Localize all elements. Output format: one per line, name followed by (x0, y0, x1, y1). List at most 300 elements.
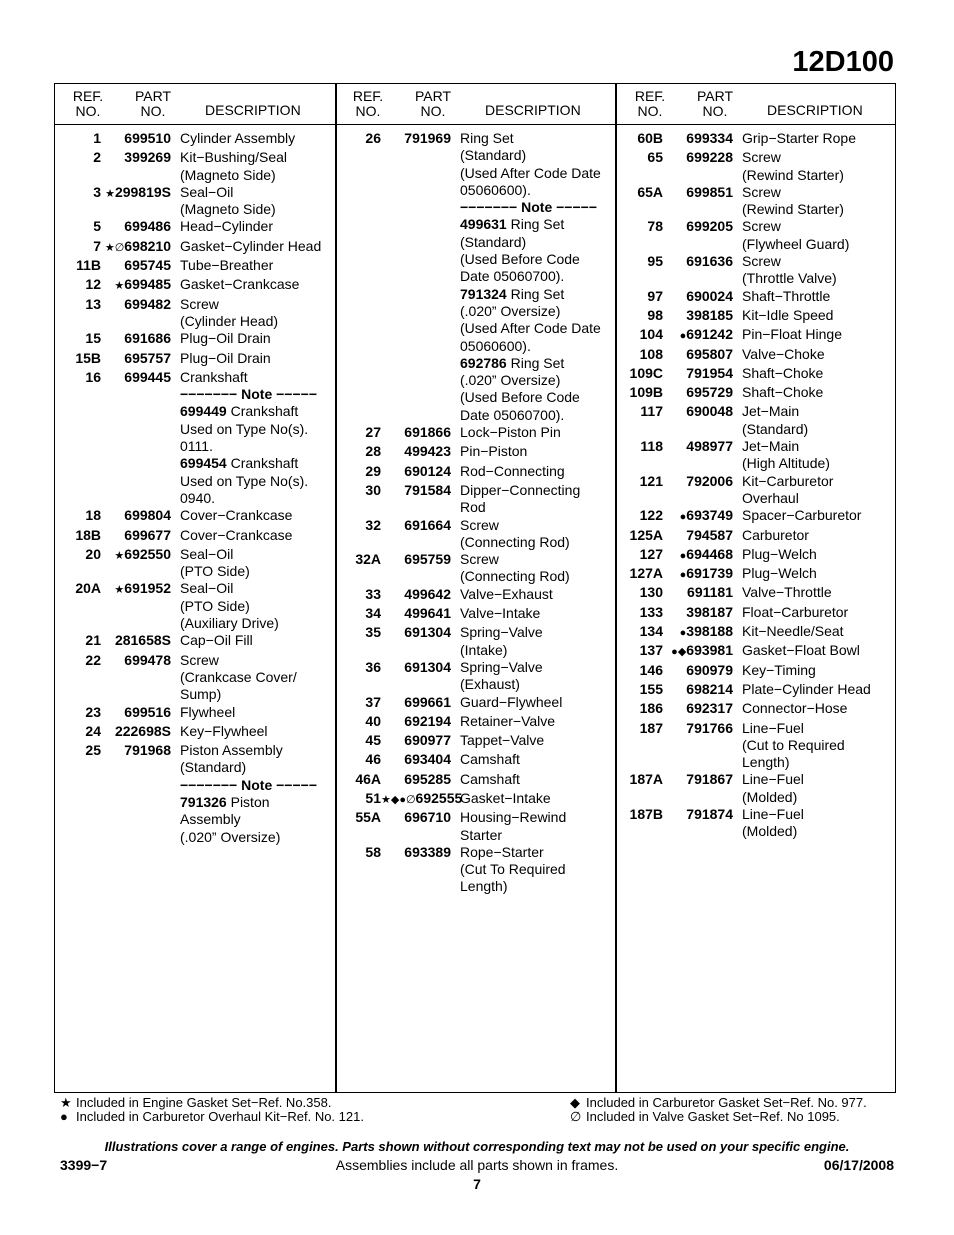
description-text: Kit−Carburetor Overhaul (742, 472, 834, 506)
part-row (617, 507, 895, 526)
ref-number: 40 (365, 712, 381, 729)
note (180, 794, 335, 846)
part-row (617, 218, 895, 253)
part-number-value: 398188 (686, 623, 733, 640)
part-number-value: 499423 (404, 443, 451, 460)
part-number (663, 130, 733, 149)
part-description (733, 681, 895, 700)
ref-number: 109C (629, 364, 663, 381)
part-number-value: 695729 (686, 384, 733, 401)
part-number (381, 713, 451, 732)
part-number-value: 691739 (686, 565, 733, 582)
description-text: Screw (Rewind Starter) (742, 183, 844, 218)
description-text: Crankshaft (180, 368, 248, 385)
part-description (733, 130, 895, 149)
part-number (663, 473, 733, 508)
note (180, 777, 335, 794)
ref-number: 65 (647, 149, 663, 166)
part-description (451, 130, 615, 424)
part-number-value: 692194 (404, 712, 451, 729)
document-date: 06/17/2008 (823, 1157, 894, 1173)
part-row (617, 184, 895, 219)
description-text: Flywheel (180, 703, 236, 720)
part-description (171, 218, 335, 237)
part-row (55, 184, 335, 219)
description-text: Tube−Breather (180, 257, 274, 274)
part-number (101, 546, 171, 581)
part-number-value: 693404 (404, 751, 451, 768)
part-number (381, 463, 451, 482)
part-row (335, 551, 615, 586)
part-number-value: 792006 (686, 472, 733, 489)
part-row (617, 473, 895, 508)
part-number (381, 605, 451, 624)
part-number (101, 276, 171, 295)
part-row (55, 632, 335, 651)
description-text: Pin−Piston (460, 443, 528, 460)
part-number-value: 699334 (686, 130, 733, 146)
footnote-symbol-icon: ● (679, 549, 687, 562)
ref-number: 187B (629, 805, 663, 822)
footnote-symbol-icon: ★ (114, 584, 125, 597)
note-text: Crankshaft Used on Type No(s). 0940. (180, 455, 309, 506)
part-description (733, 253, 895, 288)
part-number (381, 694, 451, 713)
ref-number: 2 (93, 149, 101, 166)
part-row (55, 527, 335, 546)
footnote-symbol-icon: ★ (105, 187, 115, 200)
part-number-value: 791968 (124, 742, 171, 759)
part-description (451, 694, 615, 713)
part-number (381, 809, 451, 844)
part-description (171, 257, 335, 276)
part-number-value: 698210 (124, 237, 171, 254)
part-row (335, 463, 615, 482)
part-number-value: 699228 (686, 149, 733, 166)
header-part: PART NO. (414, 88, 452, 119)
part-number-value: 691664 (404, 516, 451, 533)
part-row (335, 713, 615, 732)
part-description (451, 713, 615, 732)
part-number (663, 681, 733, 700)
footnote-symbol-icon: ● (679, 330, 687, 343)
part-description (451, 551, 615, 586)
description-text: Screw (Connecting Rod) (460, 516, 570, 550)
part-number (663, 565, 733, 584)
description-text: Shaft−Choke (742, 384, 824, 401)
part-row (335, 130, 615, 424)
ref-number: 37 (365, 693, 381, 710)
part-description (451, 751, 615, 770)
footnote-symbol-icon: ★◆●∅ (381, 793, 416, 806)
bullet-icon: ● (60, 1109, 68, 1124)
part-number-value: 791969 (404, 130, 451, 146)
note (180, 403, 335, 455)
part-row (55, 257, 335, 276)
part-row (617, 326, 895, 345)
description-text: Screw (Cylinder Head) (180, 295, 279, 329)
ref-number: 78 (647, 218, 663, 235)
part-row (617, 384, 895, 403)
part-description (451, 732, 615, 751)
part-number-value: 398185 (686, 306, 733, 323)
part-row (335, 517, 615, 552)
part-number (101, 257, 171, 276)
part-number (663, 806, 733, 841)
part-number (101, 330, 171, 349)
part-row (335, 443, 615, 462)
part-description (171, 130, 335, 149)
part-number-value: 699804 (124, 507, 171, 524)
header-description: DESCRIPTION (767, 102, 863, 118)
note (180, 455, 335, 507)
part-row (55, 130, 335, 149)
part-number-value: 699445 (124, 368, 171, 385)
description-text: Jet−Main (Standard) (742, 403, 809, 437)
description-text: Key−Flywheel (180, 722, 268, 739)
header-part: PART NO. (696, 88, 734, 119)
part-number (663, 184, 733, 219)
parts-column-3 (617, 84, 895, 1092)
description-text: Float−Carburetor (742, 603, 849, 620)
description-text: Screw (Connecting Rod) (460, 551, 570, 585)
ref-number: 16 (85, 368, 101, 385)
part-number-value: 691181 (687, 584, 733, 601)
part-description (171, 527, 335, 546)
ref-number: 187A (629, 771, 663, 788)
description-text: Shaft−Choke (742, 364, 824, 381)
part-number-value: 222698S (114, 722, 171, 739)
part-description (451, 586, 615, 605)
ref-number: 11B (76, 257, 101, 274)
description-text: Screw (Rewind Starter) (742, 149, 844, 183)
note-part-number: −−−−−−− Note −−−−− (180, 386, 317, 403)
model-number: 12D100 (792, 46, 894, 78)
footnote-text: Included in Valve Gasket Set−Ref. No 1095. (586, 1109, 840, 1124)
header-description: DESCRIPTION (485, 102, 581, 118)
part-description (171, 632, 335, 651)
note-part-number: 692786 (460, 354, 507, 371)
part-number (663, 507, 733, 526)
parts-list (55, 130, 335, 846)
description-text: Screw (Crankcase Cover/ Sump) (180, 651, 297, 703)
part-row (55, 704, 335, 723)
part-description (171, 330, 335, 349)
part-description (733, 473, 895, 508)
part-description (733, 623, 895, 642)
description-text: Jet−Main (High Altitude) (742, 438, 830, 472)
part-row (617, 346, 895, 365)
part-number (101, 350, 171, 369)
part-number-value: 692317 (686, 700, 733, 717)
description-text: Line−Fuel (Molded) (742, 805, 804, 840)
part-number-value: 699677 (124, 526, 171, 543)
part-number-value: 691952 (124, 580, 171, 597)
ref-number: 27 (365, 424, 381, 441)
ref-number: 130 (639, 584, 663, 601)
part-number (101, 149, 171, 184)
description-text: Seal−Oil (Magneto Side) (180, 183, 276, 218)
description-text: Gasket−Cylinder Head (180, 237, 322, 254)
part-number-value: 695745 (124, 257, 171, 274)
part-number (381, 443, 451, 462)
part-row (617, 438, 895, 473)
part-row (617, 642, 895, 661)
description-text: Cover−Crankcase (180, 526, 293, 543)
ref-number: 187 (639, 719, 663, 736)
part-row (335, 751, 615, 770)
part-description (451, 659, 615, 694)
note-part-number: −−−−−−− Note −−−−− (460, 199, 597, 216)
ref-number: 36 (365, 658, 381, 675)
part-row (617, 604, 895, 623)
ref-number: 65A (637, 183, 663, 200)
part-description (451, 482, 615, 517)
footnote-symbol-icon: ● (679, 569, 687, 582)
part-number-value: 791766 (686, 719, 733, 736)
document-code: 3399−7 (60, 1157, 108, 1173)
ref-number: 60B (637, 130, 663, 146)
part-number (381, 751, 451, 770)
part-number-value: 699205 (686, 218, 733, 235)
description-text: Screw (Throttle Valve) (742, 253, 837, 287)
part-number (381, 771, 451, 790)
part-row (55, 238, 335, 257)
part-number (663, 662, 733, 681)
ref-number: 18 (85, 507, 101, 524)
parts-column-2 (335, 84, 617, 1092)
description-text: Kit−Bushing/Seal (Magneto Side) (180, 149, 288, 183)
column-header (617, 84, 895, 125)
part-number-value: 791874 (686, 805, 733, 822)
part-row (55, 350, 335, 369)
ref-number: 13 (85, 295, 101, 312)
part-description (733, 307, 895, 326)
part-number-value: 699661 (404, 693, 451, 710)
description-text: Valve−Exhaust (460, 585, 553, 602)
part-number (663, 700, 733, 719)
footnote-carb-overhaul (60, 1109, 364, 1124)
part-number-value: 690024 (686, 287, 733, 304)
part-description (733, 365, 895, 384)
description-text: Pin−Float Hinge (742, 326, 843, 343)
part-number-value: 699851 (686, 183, 733, 200)
part-row (617, 584, 895, 603)
part-row (617, 365, 895, 384)
part-number-value: 498977 (686, 438, 733, 455)
part-description (733, 720, 895, 772)
description-text: Valve−Choke (742, 345, 825, 362)
part-number (663, 365, 733, 384)
part-number (663, 642, 733, 661)
description-text: Key−Timing (742, 661, 816, 678)
part-description (171, 723, 335, 742)
ref-number: 155 (639, 680, 663, 697)
part-number (663, 623, 733, 642)
part-row (55, 546, 335, 581)
description-text: Guard−Flywheel (460, 693, 563, 710)
part-row (335, 482, 615, 517)
ref-number: 12 (85, 276, 101, 293)
ref-number: 118 (640, 438, 663, 455)
part-number (101, 704, 171, 723)
part-number-value: 699516 (124, 703, 171, 720)
part-description (171, 296, 335, 331)
part-number-value: 692550 (124, 545, 171, 562)
part-description (733, 546, 895, 565)
part-description (733, 384, 895, 403)
part-description (733, 527, 895, 546)
part-number (381, 482, 451, 517)
part-row (335, 844, 615, 896)
part-description (171, 652, 335, 704)
part-description (733, 288, 895, 307)
ref-number: 55A (355, 809, 381, 826)
footnote-symbol-icon: ★∅ (104, 241, 125, 254)
part-description (733, 604, 895, 623)
ref-number: 137 (639, 642, 663, 659)
part-number-value: 699486 (124, 218, 171, 235)
footnote-text: Included in Carburetor Overhaul Kit−Ref. No. 121. (76, 1109, 364, 1124)
part-number-value: 692555 (415, 789, 463, 806)
description-text: Cylinder Assembly (180, 130, 296, 146)
part-row (55, 580, 335, 632)
description-text: Spring−Valve (Exhaust) (460, 658, 543, 693)
parts-list (335, 130, 615, 896)
part-description (733, 700, 895, 719)
part-description (451, 463, 615, 482)
column-header (55, 84, 335, 125)
ref-number: 104 (639, 326, 663, 343)
part-row (617, 288, 895, 307)
part-row (335, 732, 615, 751)
part-number (663, 546, 733, 565)
ref-number: 134 (639, 623, 663, 640)
ref-number: 95 (647, 253, 663, 270)
parts-column-1 (55, 84, 337, 1092)
part-row (335, 424, 615, 443)
description-text: Tappet−Valve (460, 732, 545, 749)
part-description (171, 238, 335, 257)
part-row (55, 276, 335, 295)
description-text: Carburetor (742, 526, 809, 543)
header-ref: REF. NO. (634, 88, 666, 119)
description-text: Line−Fuel (Molded) (742, 771, 804, 805)
description-text: Gasket−Intake (460, 789, 551, 806)
ref-number: 21 (85, 632, 101, 649)
note (180, 386, 335, 403)
part-row (55, 330, 335, 349)
footnote-valve-gasket (570, 1109, 840, 1124)
ref-number: 22 (85, 651, 101, 668)
description-text: Plug−Oil Drain (180, 330, 271, 347)
part-number (381, 517, 451, 552)
part-number-value: 695759 (404, 551, 451, 568)
description-text: Housing−Rewind Starter (460, 809, 567, 843)
diamond-icon: ◆ (570, 1095, 580, 1110)
ref-number: 98 (647, 306, 663, 323)
part-description (451, 624, 615, 659)
note-part-number: 499631 (460, 216, 507, 233)
part-number (663, 438, 733, 473)
ref-number: 127 (639, 545, 663, 562)
note-text: Ring Set (.020” Oversize) (Used After Code Date 05060600). (460, 285, 601, 354)
ref-number: 7 (93, 237, 101, 254)
part-row (335, 771, 615, 790)
description-text: Dipper−Connecting Rod (460, 481, 581, 516)
note-part-number: −−−−−−− Note −−−−− (180, 776, 317, 793)
part-number-value: 690977 (404, 732, 451, 749)
part-row (617, 662, 895, 681)
ref-number: 29 (365, 462, 381, 479)
part-row (617, 403, 895, 438)
part-row (55, 149, 335, 184)
part-row (617, 565, 895, 584)
description-text: Plug−Welch (742, 565, 817, 582)
part-description (451, 517, 615, 552)
part-description (733, 806, 895, 841)
part-number-value: 299819S (114, 183, 171, 200)
part-number (663, 307, 733, 326)
part-row (55, 652, 335, 704)
note-part-number: 791326 (180, 793, 227, 810)
part-description (733, 642, 895, 661)
part-row (617, 771, 895, 806)
part-number (663, 384, 733, 403)
part-row (617, 546, 895, 565)
part-number-value: 693981 (686, 642, 733, 659)
part-row (335, 790, 615, 809)
part-number (381, 659, 451, 694)
description-text: Valve−Throttle (742, 584, 832, 601)
description-text: Gasket−Float Bowl (742, 642, 860, 659)
description-text: Rod−Connecting (460, 462, 565, 479)
description-text: Kit−Idle Speed (742, 306, 834, 323)
part-number-value: 690048 (686, 403, 733, 420)
footnote-symbol-icon: ● (679, 627, 687, 640)
part-row (617, 720, 895, 772)
part-description (451, 443, 615, 462)
note-part-number: 699454 (180, 455, 227, 472)
part-number-value: 699482 (124, 295, 171, 312)
part-number (101, 652, 171, 704)
part-number (101, 507, 171, 526)
part-number (101, 632, 171, 651)
ref-number: 32A (355, 551, 381, 568)
part-number (101, 369, 171, 507)
note-part-number: 699449 (180, 403, 227, 420)
ref-number: 23 (85, 703, 101, 720)
part-description (451, 844, 615, 896)
part-number-value: 694468 (686, 545, 733, 562)
part-row (55, 723, 335, 742)
ref-number: 32 (365, 516, 381, 533)
part-number (663, 253, 733, 288)
description-text: Camshaft (460, 751, 520, 768)
header-part: PART NO. (134, 88, 172, 119)
part-number-value: 695285 (404, 770, 451, 787)
part-description (171, 507, 335, 526)
note-text: Piston Assembly (.020” Oversize) (180, 793, 281, 845)
ref-number: 34 (365, 605, 381, 622)
description-text: Plug−Oil Drain (180, 349, 271, 366)
header-ref: REF. NO. (72, 88, 104, 119)
part-number-value: 791954 (686, 364, 733, 381)
part-row (55, 369, 335, 507)
part-row (617, 681, 895, 700)
part-row (55, 507, 335, 526)
part-number-value: 699485 (124, 276, 171, 293)
